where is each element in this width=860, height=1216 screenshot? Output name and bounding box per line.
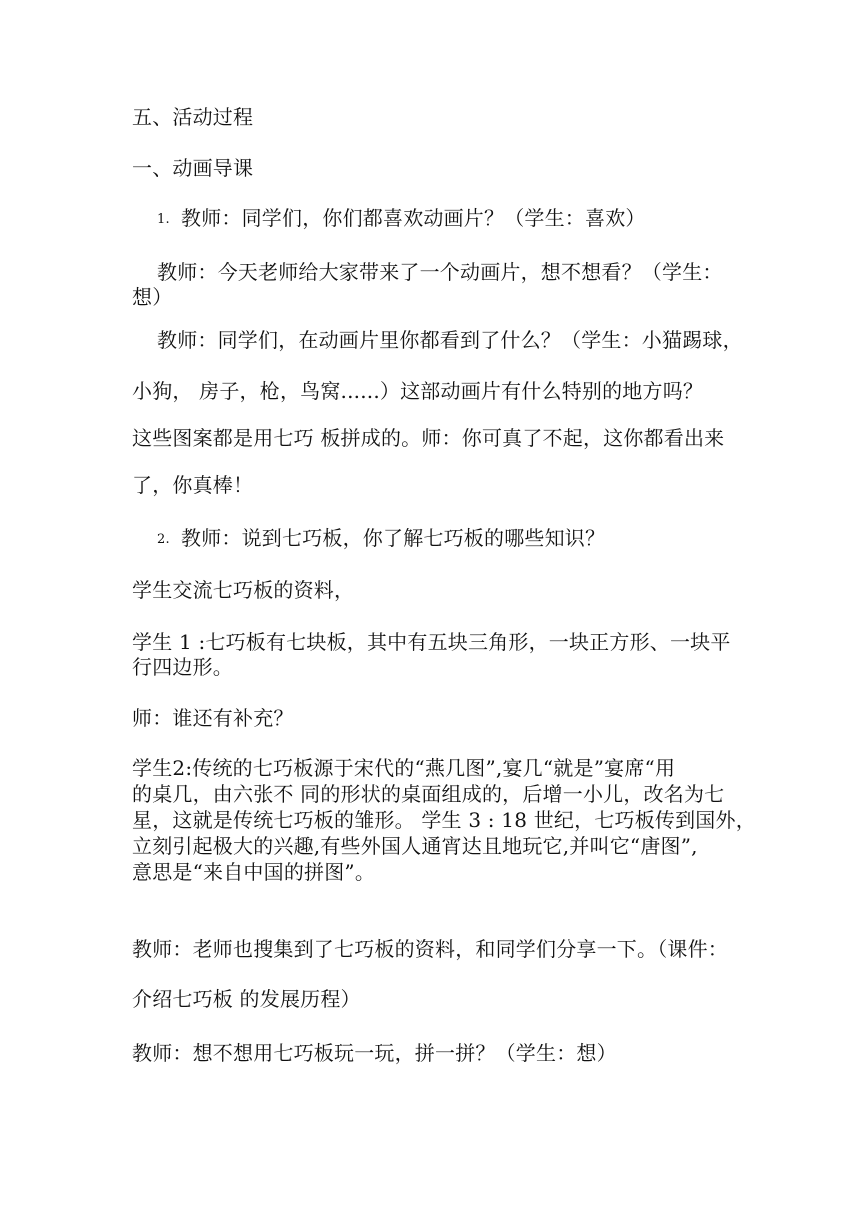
paragraph-teacher-today-line1: 教师：今天老师给大家带来了一个动画片，想不想看？（学生：: [157, 260, 723, 284]
paragraph-what-seen-line4: 了，你真棒！: [132, 473, 254, 497]
paragraph-teacher-more: 师：谁还有补充？: [132, 706, 294, 730]
numbered-item-2: [157, 524, 757, 554]
section-heading-activity-process: 五、活动过程: [132, 105, 254, 129]
paragraph-teacher-play: 教师：想不想用七巧板玩一玩，拼一拼？（学生：想）: [132, 1041, 617, 1065]
paragraph-student2-line2: 的桌几，由六张不 同的形状的桌面组成的，后增一小儿，改名为七: [132, 782, 725, 806]
numbered-item-1: [157, 204, 757, 234]
item-text: 教师：说到七巧板，你了解七巧板的哪些知识？: [181, 526, 606, 550]
paragraph-student2-line3: 星，这就是传统七巧板的雏形。 学生 3 : 18 世纪，七巧板传到国外，: [132, 808, 756, 832]
item-text: 教师：同学们，你们都喜欢动画片？（学生：喜欢）: [181, 206, 646, 230]
paragraph-student2-line5: 意思是“来自中国的拼图”。: [132, 860, 376, 884]
section-heading-animation-intro: 一、动画导课: [132, 156, 254, 180]
paragraph-student1-line2: 行四边形。: [132, 655, 233, 679]
paragraph-what-seen-line2: 小狗， 房子，枪，鸟窝......）这部动画片有什么特别的地方吗？: [132, 379, 704, 403]
paragraph-student-exchange: 学生交流七巧板的资料，: [132, 578, 355, 602]
paragraph-student2-line1: 学生2:传统的七巧板源于宋代的“燕几图”,宴几“就是”宴席“用: [132, 756, 676, 780]
paragraph-student2-line4: 立刻引起极大的兴趣,有些外国人通宵达且地玩它,并叫它“唐图”,: [132, 834, 698, 858]
paragraph-what-seen-line3: 这些图案都是用七巧 板拼成的。师：你可真了不起，这你都看出来: [132, 426, 725, 450]
item-number: 1.: [157, 212, 170, 227]
paragraph-teacher-collect-line2: 介绍七巧板 的发展历程）: [132, 987, 361, 1011]
paragraph-teacher-collect-line1: 教师：老师也搜集到了七巧板的资料，和同学们分享一下。（课件：: [132, 937, 728, 961]
paragraph-student1-line1: 学生 1 :七巧板有七块板，其中有五块三角形，一块正方形、一块平: [132, 630, 731, 654]
item-number: 2.: [157, 532, 170, 547]
paragraph-teacher-today-line2: 想）: [132, 285, 173, 309]
paragraph-what-seen-line1: 教师：同学们，在动画片里你都看到了什么？（学生：小猫踢球，: [157, 328, 743, 352]
